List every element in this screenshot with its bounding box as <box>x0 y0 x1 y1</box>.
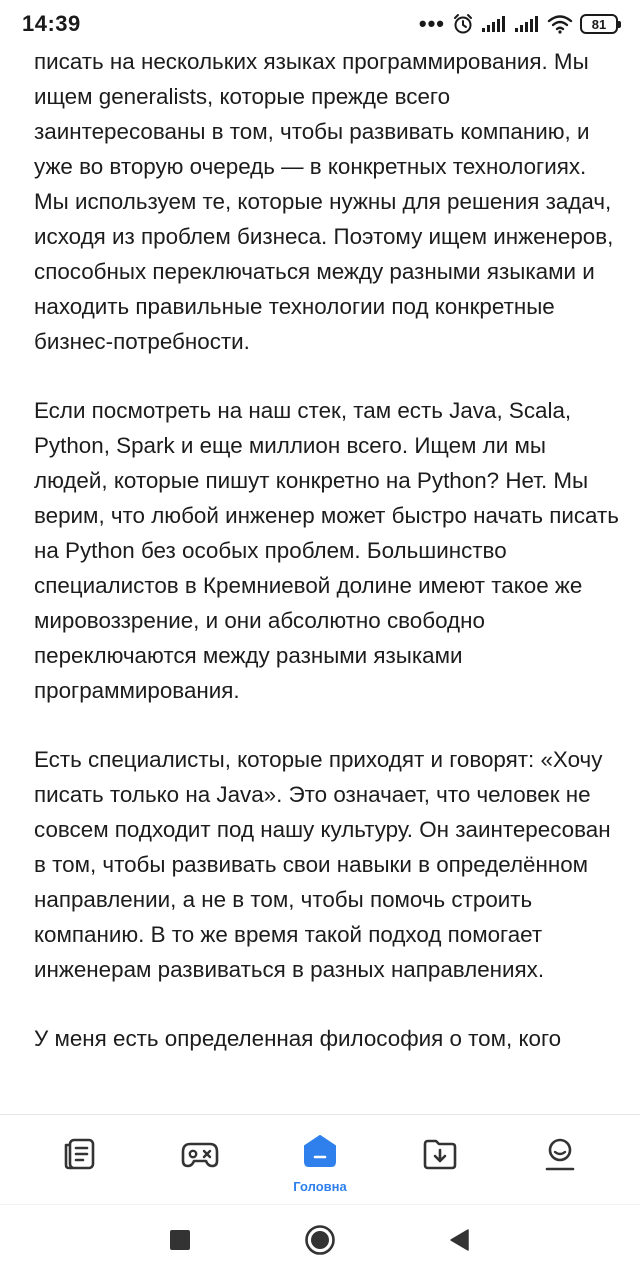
nav-item-home[interactable] <box>275 1115 365 1205</box>
article-paragraph: Есть специалисты, которые приходят и говорят: «Хочу писать только на Java». Это означает, что человек не совсем подходит под нашу культуру. Он заинтересован в том, чтобы развивать свои навыки в определённом направлении, а не в том, чтобы помочь строить компанию. В то же время такой подход помогает инженерам развиваться в разных направлениях. <box>34 747 611 982</box>
gamepad-icon <box>180 1135 220 1178</box>
more-dots-icon: ••• <box>418 11 445 36</box>
article-paragraph: Если посмотреть на наш стек, там есть Java, Scala, Python, Spark и еще миллион всего. Ищем ли мы людей, которые пишут конкретно на Python? Нет. Мы верим, что любой инженер может быстро начать писать на Python без особых проблем. Большинство специалистов в Кремниевой долине имеют такое же мировоззрение, и они абсолютно свободно переключаются между разными языками программирования. <box>34 398 619 703</box>
recent-apps-icon <box>169 1229 191 1256</box>
home-circle-icon <box>304 1224 336 1261</box>
downloads-folder-icon <box>421 1135 459 1178</box>
wifi-icon <box>547 14 573 34</box>
profile-icon <box>542 1135 578 1178</box>
signal-icon <box>514 15 540 33</box>
system-navigation-bar <box>0 1204 640 1280</box>
alarm-icon <box>452 13 474 35</box>
nav-item-profile[interactable] <box>515 1115 605 1205</box>
nav-item-feed[interactable] <box>35 1115 125 1205</box>
home-system-button[interactable] <box>300 1223 340 1263</box>
recent-apps-button[interactable] <box>160 1223 200 1263</box>
back-button[interactable] <box>440 1223 480 1263</box>
signal-icon <box>481 15 507 33</box>
battery-icon: 81 <box>580 14 618 34</box>
article-body <box>34 44 624 1090</box>
nav-label-home: Головна <box>293 1179 347 1194</box>
nav-item-downloads[interactable] <box>395 1115 485 1205</box>
nav-item-games[interactable] <box>155 1115 245 1205</box>
feed-icon <box>61 1135 99 1178</box>
back-icon <box>448 1228 472 1257</box>
status-bar <box>0 0 640 48</box>
bottom-navigation <box>0 1114 640 1204</box>
article-paragraph: писать на нескольких языках программирования. Мы ищем generalists, которые прежде всего заинтересованы в том, чтобы развивать компанию, и уже во вторую очередь — в конкретных технологиях. Мы используем те, которые нужны для решения задач, исходя из проблем бизнеса. Поэтому ищем инженеров, способных переключаться между разными языками и находить правильные технологии под конкретные бизнес-потребности. <box>34 49 614 354</box>
home-icon <box>302 1133 338 1174</box>
article-paragraph: У меня есть определенная философия о том, кого <box>34 1026 562 1051</box>
status-icons <box>419 13 618 35</box>
status-time: 14:39 <box>22 11 81 36</box>
